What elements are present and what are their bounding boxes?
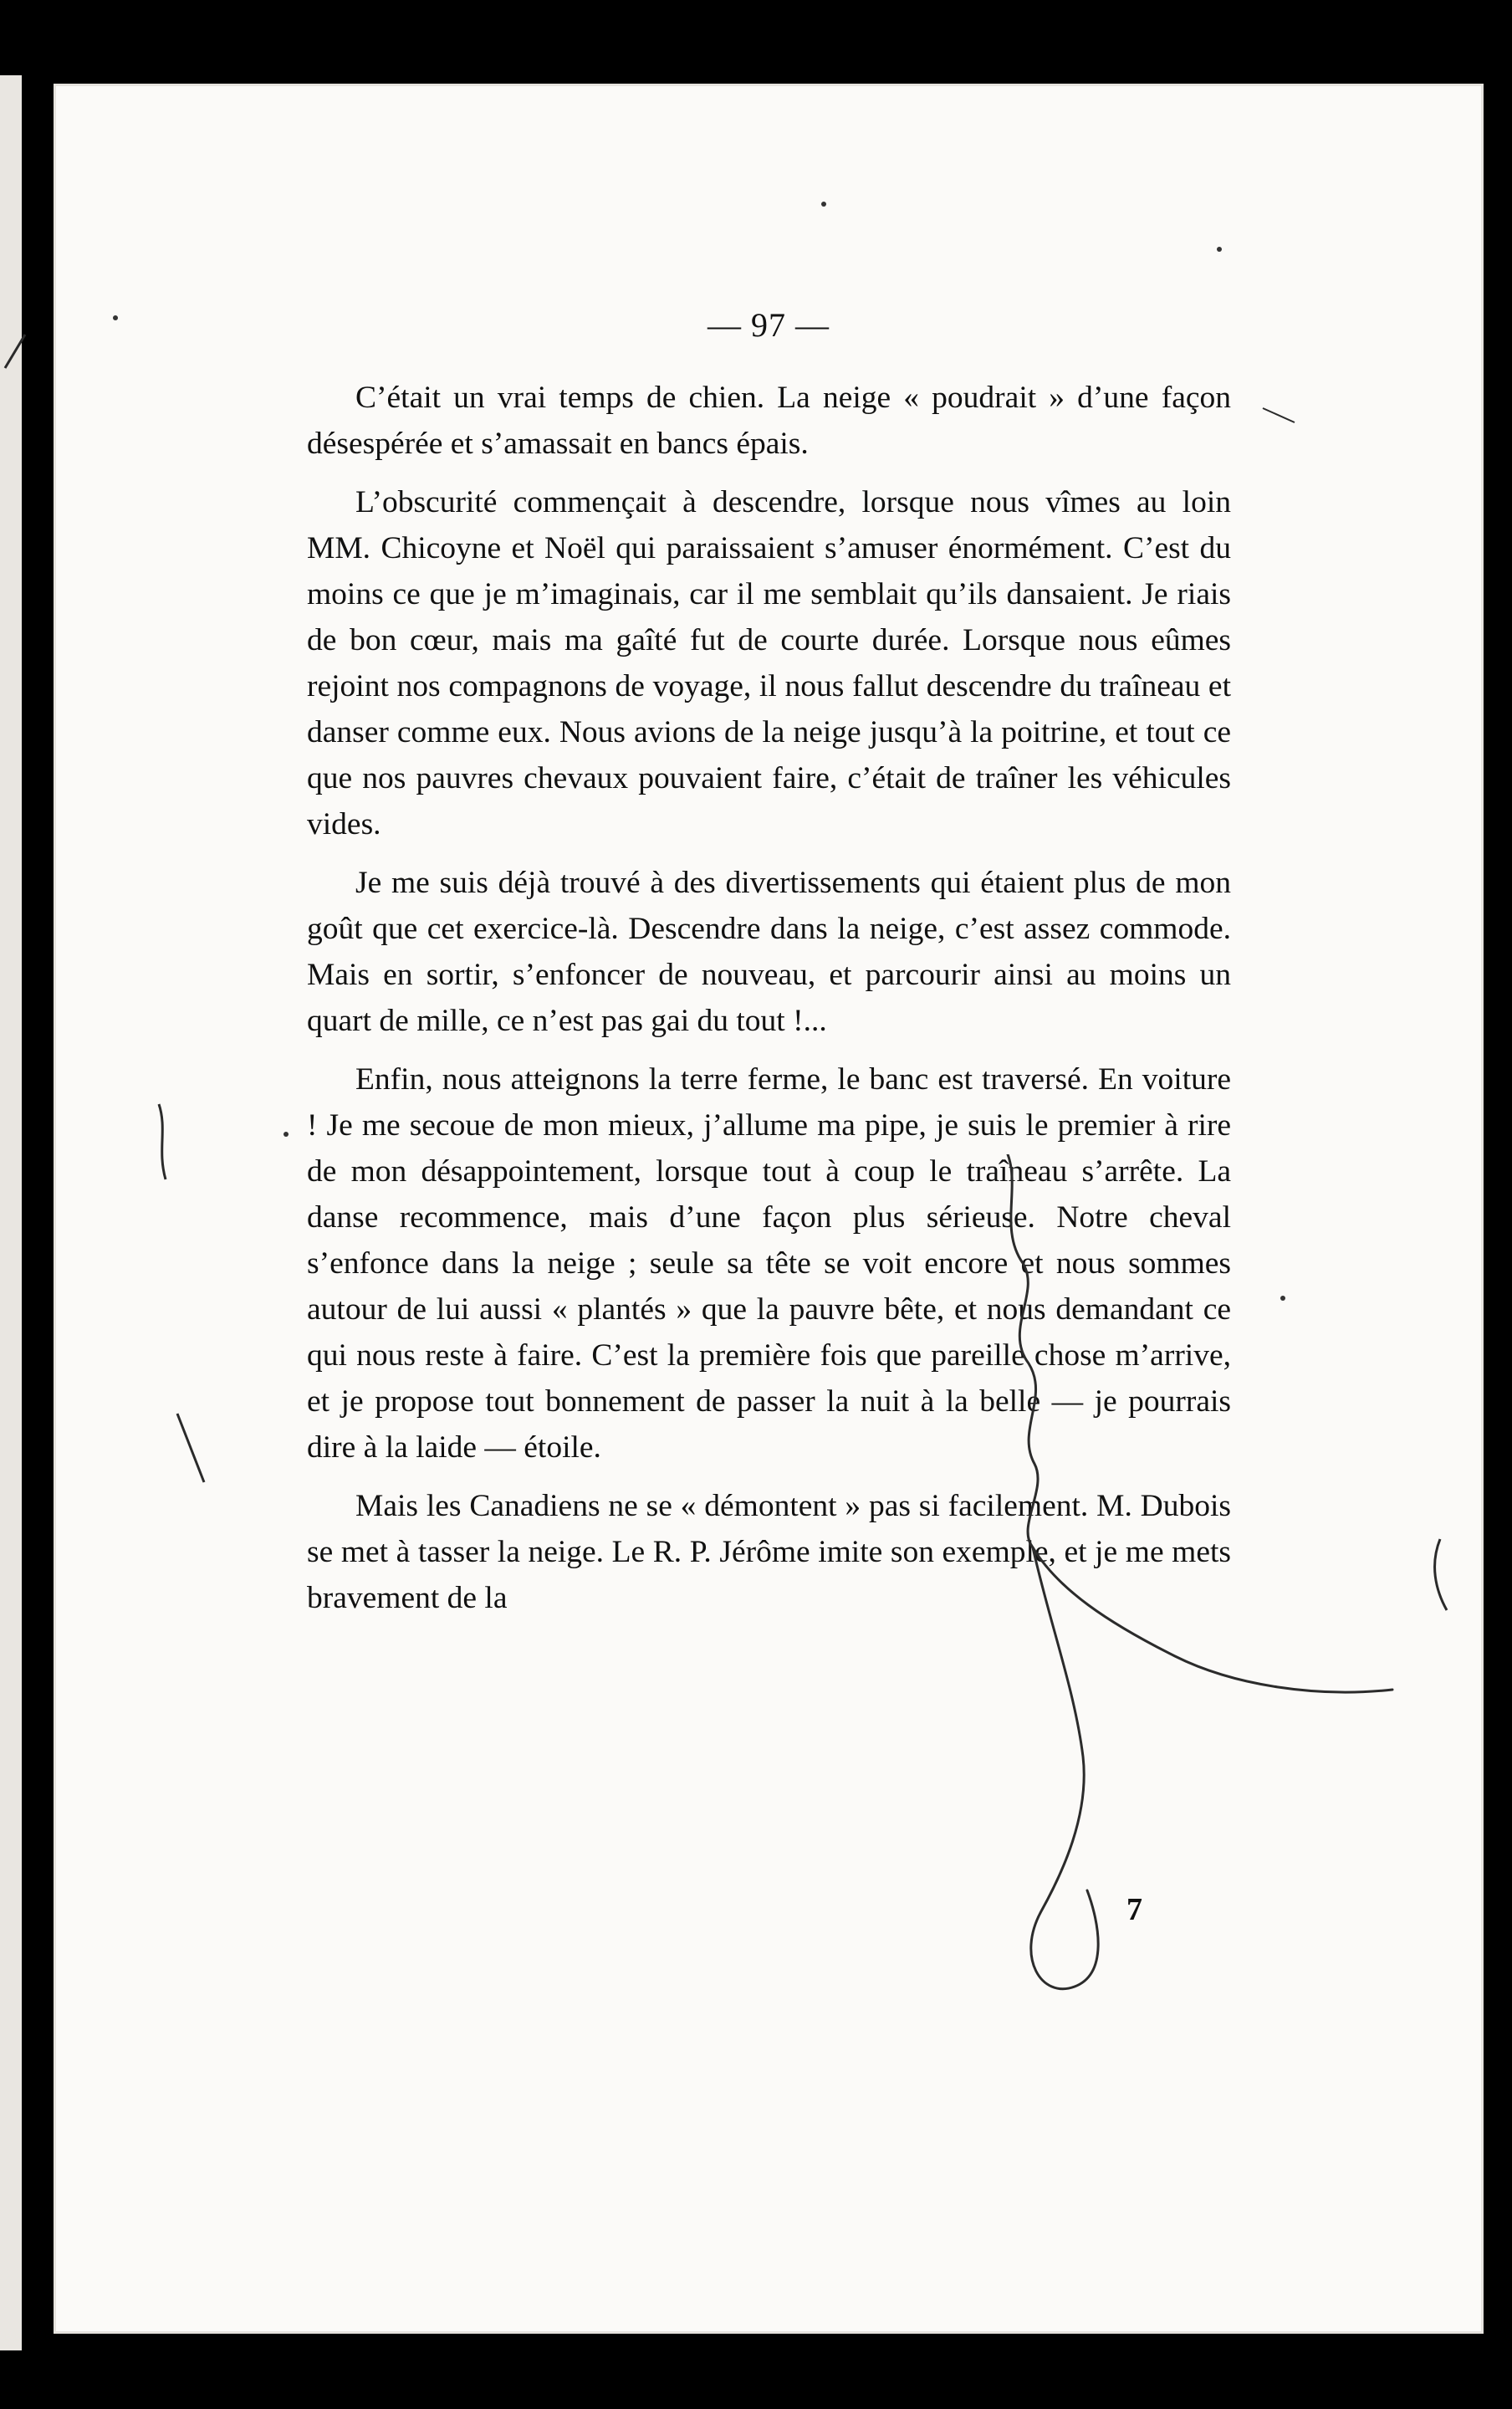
paragraph-5: Mais les Canadiens ne se « démontent » pas si facilement. M. Dubois se met à tasser la neige. Le R. P. Jérôme imite son exemple, et je me mets bravement de la xyxy=(307,1489,1231,1615)
signature-mark: 7 xyxy=(1126,1892,1142,1927)
paragraph-1: C’était un vrai temps de chien. La neige « poudrait » d’une façon désespérée et s’amassait en bancs épais. xyxy=(307,381,1231,461)
paragraph-3: Je me suis déjà trouvé à des divertissements qui étaient plus de mon goût que cet exercice-là. Descendre dans la neige, c’est assez commode. Mais en sortir, s’enfoncer de nouveau, et parcourir ainsi au moins un quart de mille, ce n’est pas gai du tout !... xyxy=(307,866,1231,1038)
paragraph-2: L’obscurité commençait à descendre, lorsque nous vîmes au loin MM. Chicoyne et Noël qui paraissaient s’amuser énormément. C’est du moins ce que je m’imaginais, car il me semblait qu’ils dansaient. Je riais de bon cœur, mais ma gaîté fut de courte durée. Lorsque nous eûmes rejoint nos compagnons de voyage, il nous fallut descendre du traîneau et danser comme eux. Nous avions de la neige jusqu’à la poitrine, et tout ce que nos pauvres chevaux pouvaient faire, c’était de traîner les véhicules vides. xyxy=(307,485,1231,841)
book-page xyxy=(54,84,1484,2334)
left-page-edge xyxy=(0,75,22,2350)
page-number: — 97 — xyxy=(707,306,830,344)
paragraph-4: Enfin, nous atteignons la terre ferme, le banc est traversé. En voiture ! Je me secoue de mon mieux, j’allume ma pipe, je suis le premier à rire de mon désappointement, lorsque tout à coup le traîneau s’arrête. La danse recommence, mais d’une façon plus sérieuse. Notre cheval s’enfonce dans la neige ; seule sa tête se voit encore et nous sommes autour de lui aussi « plantés » que la pauvre bête, et nous demandant ce qui nous reste à faire. C’est la première fois que pareille chose m’arrive, et je propose tout bonnement de passer la nuit à la belle — je pourrais dire à la laide — étoile. xyxy=(307,1062,1231,1465)
body-text xyxy=(307,375,1231,1634)
